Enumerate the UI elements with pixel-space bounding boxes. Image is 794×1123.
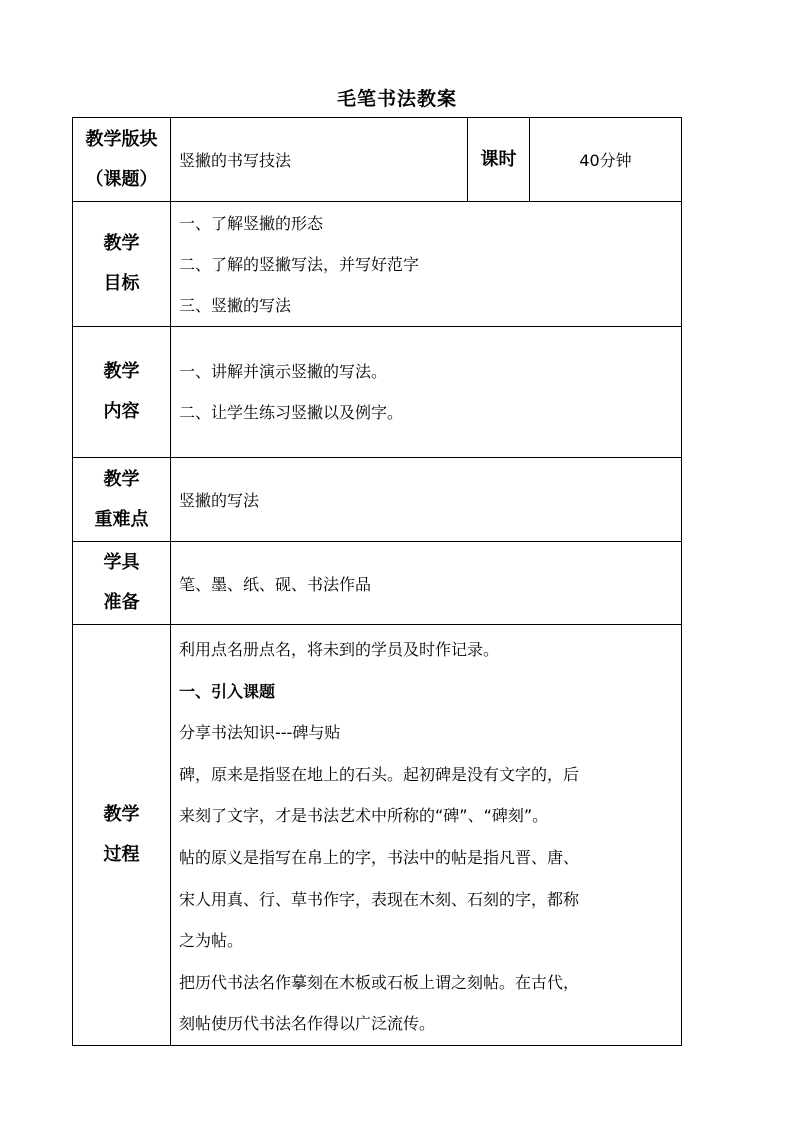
content-item: 一、讲解并演示竖撇的写法。 — [179, 362, 388, 381]
tools-cell — [171, 542, 682, 625]
process-line: 之为帖。 — [179, 931, 244, 951]
objective-item: 二、了解的竖撇写法，并写好范字 — [179, 254, 420, 274]
process-line: 碑，原来是指竖在地上的石头。起初碑是没有文字的，后 — [179, 764, 580, 784]
process-row — [73, 625, 682, 1046]
content-label-line2: 内容 — [103, 401, 140, 422]
objectives-label-line2: 目标 — [103, 273, 140, 294]
key-points-label-line1: 教学 — [103, 468, 140, 490]
topic-label-line1: 教学版块 — [85, 128, 158, 150]
objectives-label-line1: 教学 — [103, 233, 140, 254]
tools-label-cell — [73, 542, 171, 625]
key-points-label-line2: 重难点 — [94, 508, 149, 530]
objective-item: 三、竖撇的写法 — [179, 295, 292, 315]
objectives-cell — [171, 202, 682, 327]
process-line: 刻帖使历代书法名作得以广泛流传。 — [179, 1014, 436, 1034]
objectives-row — [73, 202, 682, 327]
process-line: 来刻了文字，才是书法艺术中所称的“碑”、“碑刻”。 — [179, 806, 549, 826]
content-label-line1: 教学 — [103, 361, 140, 382]
process-line: 分享书法知识---碑与贴 — [179, 723, 341, 743]
content-cell — [171, 327, 682, 458]
topic-value-cell — [171, 118, 468, 202]
tools-label-line1: 学具 — [103, 552, 140, 573]
process-line: 利用点名册点名，将未到的学员及时作记录。 — [179, 640, 500, 659]
process-cell — [171, 625, 682, 1046]
period-value: 40分钟 — [579, 151, 632, 170]
lesson-plan-table — [72, 117, 682, 1046]
page-title: 毛笔书法教案 — [336, 88, 457, 110]
key-points-row — [73, 458, 682, 542]
topic-label-line2: （课题） — [85, 168, 158, 190]
process-line: 把历代书法名作摹刻在木板或石板上谓之刻帖。在古代， — [179, 972, 580, 992]
tools-label-line2: 准备 — [103, 592, 140, 613]
topic-label-cell — [73, 118, 171, 202]
tools-row — [73, 542, 682, 625]
key-points-cell — [171, 458, 682, 542]
content-label-cell — [73, 327, 171, 458]
objective-item: 一、了解竖撇的形态 — [179, 213, 324, 233]
process-line: 宋人用真、行、草书作字，表现在木刻、石刻的字，都称 — [179, 889, 580, 909]
process-label-line2: 过程 — [103, 843, 140, 865]
period-label-cell — [468, 118, 530, 202]
process-section-heading: 一、引入课题 — [179, 681, 276, 701]
topic-row — [73, 118, 682, 202]
tools-text: 笔、墨、纸、砚、书法作品 — [179, 574, 372, 594]
objectives-label-cell — [73, 202, 171, 327]
content-row — [73, 327, 682, 458]
period-value-cell — [530, 118, 682, 202]
process-label-cell — [73, 625, 171, 1046]
period-label: 课时 — [480, 148, 517, 170]
key-points-label-cell — [73, 458, 171, 542]
key-points-text: 竖撇的写法 — [179, 491, 260, 510]
process-label-line1: 教学 — [103, 803, 140, 825]
topic-value: 竖撇的书写技法 — [179, 151, 292, 170]
process-line: 帖的原义是指写在帛上的字，书法中的帖是指凡晋、唐、 — [179, 847, 580, 867]
content-item: 二、让学生练习竖撇以及例字。 — [179, 403, 404, 422]
